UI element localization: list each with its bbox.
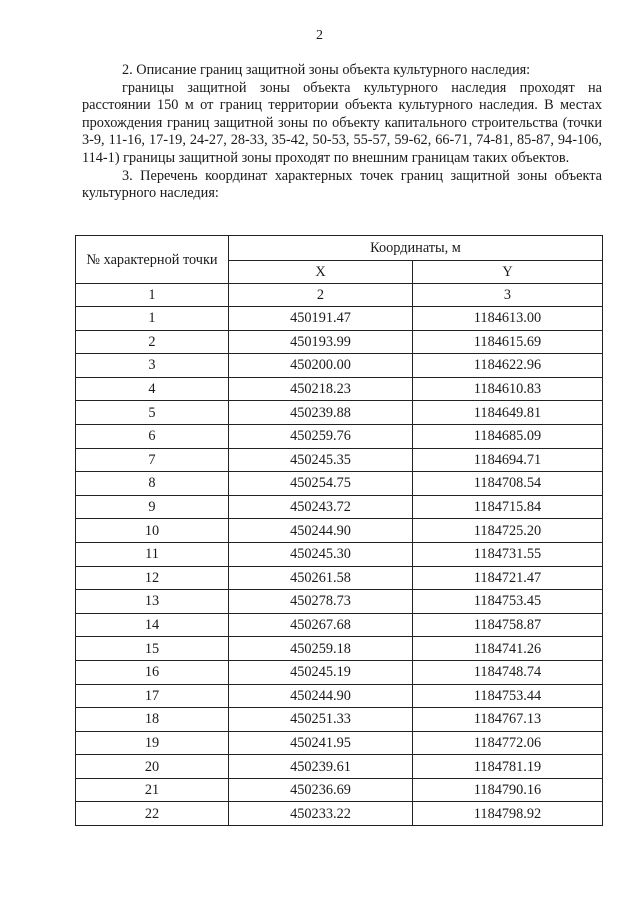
y-coordinate-cell: 1184753.45: [413, 590, 603, 614]
table-row: [76, 448, 603, 472]
point-number-cell: 10: [76, 519, 229, 543]
column-number: 2: [229, 284, 413, 307]
point-number-cell: 16: [76, 660, 229, 684]
x-coordinate-cell: 450200.00: [229, 354, 413, 378]
table-row: [76, 613, 603, 637]
point-number-cell: 20: [76, 755, 229, 779]
y-coordinate-cell: 1184753.44: [413, 684, 603, 708]
table-row: [76, 684, 603, 708]
point-number-cell: 5: [76, 401, 229, 425]
document-text: [82, 62, 602, 203]
header-coordinates: Координаты, м: [229, 236, 603, 261]
point-number-cell: 12: [76, 566, 229, 590]
point-number-cell: 9: [76, 495, 229, 519]
point-number-cell: 18: [76, 708, 229, 732]
table-row: [76, 495, 603, 519]
y-coordinate-cell: 1184622.96: [413, 354, 603, 378]
coordinates-table: [75, 235, 603, 826]
y-coordinate-cell: 1184767.13: [413, 708, 603, 732]
point-number-cell: 17: [76, 684, 229, 708]
x-coordinate-cell: 450239.88: [229, 401, 413, 425]
point-number-cell: 7: [76, 448, 229, 472]
y-coordinate-cell: 1184748.74: [413, 660, 603, 684]
x-coordinate-cell: 450233.22: [229, 802, 413, 826]
x-coordinate-cell: 450261.58: [229, 566, 413, 590]
table-row: [76, 307, 603, 331]
y-coordinate-cell: 1184694.71: [413, 448, 603, 472]
table-row: [76, 566, 603, 590]
header-y: Y: [413, 261, 603, 284]
x-coordinate-cell: 450243.72: [229, 495, 413, 519]
point-number-cell: 14: [76, 613, 229, 637]
x-coordinate-cell: 450191.47: [229, 307, 413, 331]
x-coordinate-cell: 450239.61: [229, 755, 413, 779]
column-number: 3: [413, 284, 603, 307]
table-row: [76, 519, 603, 543]
y-coordinate-cell: 1184649.81: [413, 401, 603, 425]
x-coordinate-cell: 450241.95: [229, 731, 413, 755]
table-row: [76, 424, 603, 448]
y-coordinate-cell: 1184781.19: [413, 755, 603, 779]
point-number-cell: 21: [76, 778, 229, 802]
section-3-heading: 3. Перечень координат характерных точек границ защитной зоны объекта культурного наследия:: [82, 167, 602, 202]
header-point-number: № характерной точки: [76, 236, 229, 284]
y-coordinate-cell: 1184725.20: [413, 519, 603, 543]
point-number-cell: 8: [76, 472, 229, 496]
y-coordinate-cell: 1184721.47: [413, 566, 603, 590]
x-coordinate-cell: 450267.68: [229, 613, 413, 637]
point-number-cell: 3: [76, 354, 229, 378]
y-coordinate-cell: 1184685.09: [413, 424, 603, 448]
table-row: [76, 354, 603, 378]
table-row: [76, 330, 603, 354]
x-coordinate-cell: 450278.73: [229, 590, 413, 614]
y-coordinate-cell: 1184772.06: [413, 731, 603, 755]
x-coordinate-cell: 450251.33: [229, 708, 413, 732]
y-coordinate-cell: 1184708.54: [413, 472, 603, 496]
table-row: [76, 472, 603, 496]
table-row: [76, 590, 603, 614]
table-row: [76, 708, 603, 732]
y-coordinate-cell: 1184613.00: [413, 307, 603, 331]
point-number-cell: 15: [76, 637, 229, 661]
x-coordinate-cell: 450245.19: [229, 660, 413, 684]
x-coordinate-cell: 450259.18: [229, 637, 413, 661]
table-body: [76, 284, 603, 826]
point-number-cell: 11: [76, 542, 229, 566]
page-number: 2: [316, 28, 323, 43]
y-coordinate-cell: 1184615.69: [413, 330, 603, 354]
table-row: [76, 755, 603, 779]
point-number-cell: 13: [76, 590, 229, 614]
x-coordinate-cell: 450218.23: [229, 377, 413, 401]
y-coordinate-cell: 1184758.87: [413, 613, 603, 637]
x-coordinate-cell: 450245.30: [229, 542, 413, 566]
point-number-cell: 2: [76, 330, 229, 354]
table-row: [76, 637, 603, 661]
point-number-cell: 1: [76, 307, 229, 331]
x-coordinate-cell: 450259.76: [229, 424, 413, 448]
header-x: X: [229, 261, 413, 284]
x-coordinate-cell: 450254.75: [229, 472, 413, 496]
y-coordinate-cell: 1184715.84: [413, 495, 603, 519]
point-number-cell: 22: [76, 802, 229, 826]
y-coordinate-cell: 1184741.26: [413, 637, 603, 661]
point-number-cell: 4: [76, 377, 229, 401]
table-row: [76, 542, 603, 566]
y-coordinate-cell: 1184790.16: [413, 778, 603, 802]
column-number-row: [76, 284, 603, 307]
y-coordinate-cell: 1184731.55: [413, 542, 603, 566]
table-row: [76, 778, 603, 802]
table-row: [76, 401, 603, 425]
x-coordinate-cell: 450245.35: [229, 448, 413, 472]
point-number-cell: 6: [76, 424, 229, 448]
table-row: [76, 660, 603, 684]
point-number-cell: 19: [76, 731, 229, 755]
table-row: [76, 731, 603, 755]
column-number: 1: [76, 284, 229, 307]
table-row: [76, 377, 603, 401]
section-2-heading: 2. Описание границ защитной зоны объекта культурного наследия:: [122, 62, 531, 78]
section-2-body: границы защитной зоны объекта культурного наследия проходят на расстоянии 150 м от границ территории объекта культурного наследия. В местах прохождения границ защитной зоны по объекту капитального строительства (точки 3-9, 11-16, 17-19, 24-27, 28-33, 35-42, 50-53, 55-57, 59-62, 66-71, 74-81, 85-87, 94-106, 114-1) границы защитной зоны проходят по внешним границам таких объектов.: [82, 79, 602, 166]
x-coordinate-cell: 450244.90: [229, 519, 413, 543]
x-coordinate-cell: 450193.99: [229, 330, 413, 354]
x-coordinate-cell: 450236.69: [229, 778, 413, 802]
table-row: [76, 802, 603, 826]
x-coordinate-cell: 450244.90: [229, 684, 413, 708]
y-coordinate-cell: 1184610.83: [413, 377, 603, 401]
y-coordinate-cell: 1184798.92: [413, 802, 603, 826]
